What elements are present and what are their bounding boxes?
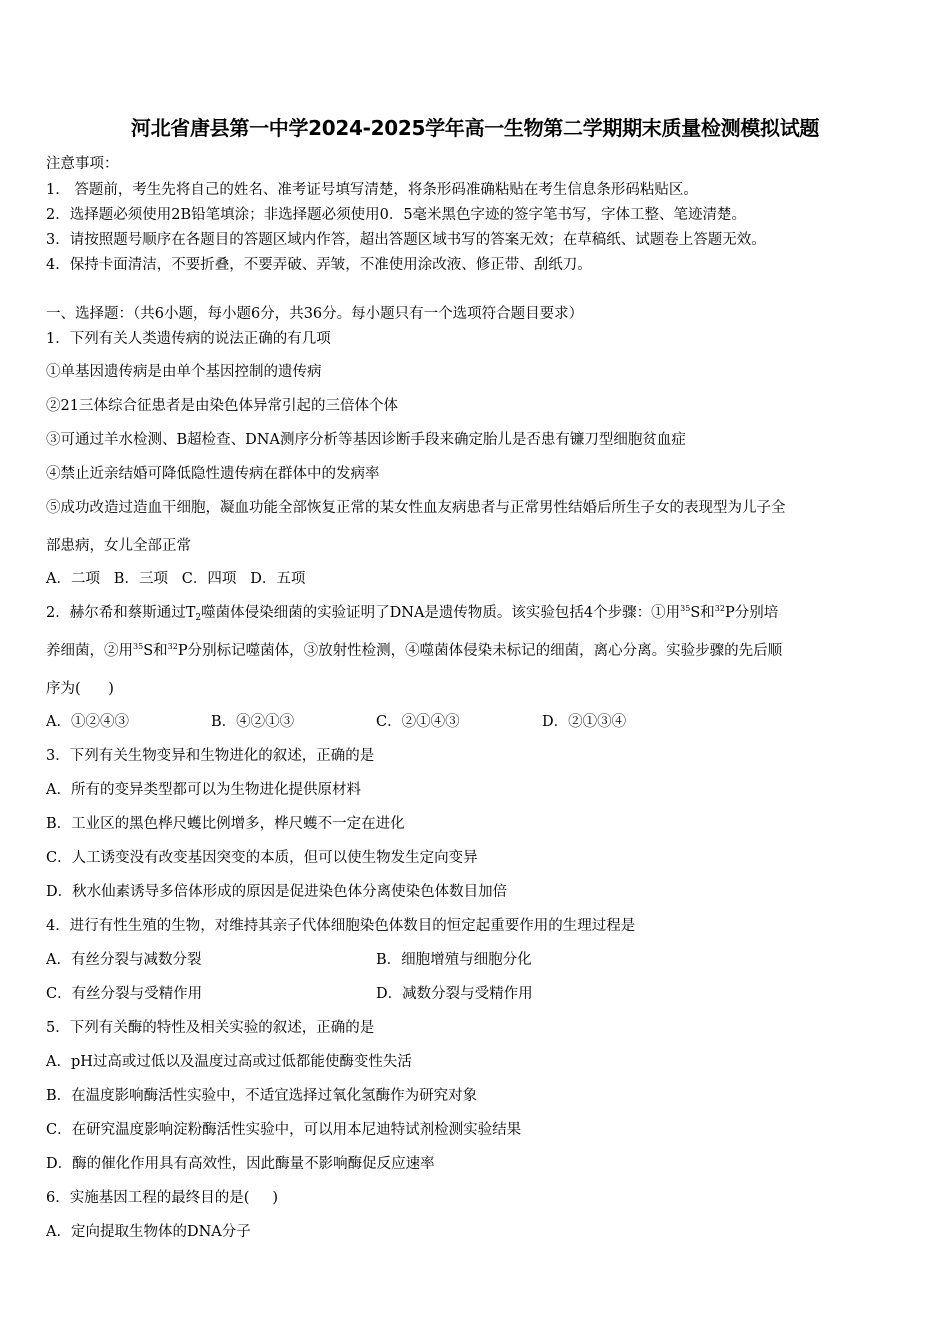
question-2-option-b: B．④②①③ [211, 714, 295, 730]
question-4-option-a: A．有丝分裂与减数分裂 [46, 952, 202, 968]
q2-text-part: 2．赫尔希和蔡斯通过T [46, 605, 196, 621]
question-2-option-d: D．②①③④ [542, 714, 627, 730]
question-6-option-a: A．定向提取生物体的DNA分子 [46, 1224, 251, 1240]
question-3-stem: 3．下列有关生物变异和生物进化的叙述，正确的是 [46, 748, 375, 764]
notice-item-3: 3．请按照题号顺序在各题目的答题区域内作答，超出答题区域书写的答案无效；在草稿纸、试题卷上答题无效。 [46, 232, 766, 248]
question-5-option-b: B．在温度影响酶活性实验中，不适宜选择过氧化氢酶作为研究对象 [46, 1088, 478, 1104]
question-1-statement-4: ④禁止近亲结婚可降低隐性遗传病在群体中的发病率 [46, 466, 380, 482]
question-3-option-c: C．人工诱变没有改变基因突变的本质，但可以使生物发生定向变异 [46, 850, 478, 866]
question-1-statement-1: ①单基因遗传病是由单个基因控制的遗传病 [46, 364, 322, 380]
q2-text-part: S和 [143, 643, 168, 659]
notice-item-2: 2．选择题必须使用2B铅笔填涂；非选择题必须使用0．5毫米黑色字迹的签字笔书写，字体工整、笔迹清楚。 [46, 207, 747, 223]
question-4-stem: 4．进行有性生殖的生物，对维持其亲子代体细胞染色体数目的恒定起重要作用的生理过程是 [46, 918, 636, 934]
notice-heading: 注意事项： [46, 156, 119, 172]
question-1-stem: 1．下列有关人类遗传病的说法正确的有几项 [46, 331, 331, 347]
question-2-option-a: A．①②④③ [46, 714, 129, 730]
question-1-statement-5: ⑤成功改造过造血干细胞，凝血功能全部恢复正常的某女性血友病患者与正常男性结婚后所生子女的表现型为儿子全 [46, 500, 786, 516]
q2-superscript: 32 [714, 604, 725, 613]
q2-text-part: P分别培 [724, 605, 779, 621]
q2-superscript: 35 [680, 604, 691, 613]
q2-superscript: 35 [133, 642, 144, 651]
question-2-option-c: C．②①④③ [376, 714, 460, 730]
question-6-stem: 6．实施基因工程的最终目的是( ) [46, 1190, 279, 1206]
question-1-statement-5-cont: 部患病，女儿全部正常 [46, 538, 191, 554]
notice-item-1: 1． 答题前，考生先将自己的姓名、准考证号填写清楚，将条形码准确粘贴在考生信息条形码粘贴区。 [46, 182, 698, 198]
question-4-option-d: D．减数分裂与受精作用 [376, 986, 533, 1002]
q2-text-part: P分别标记噬菌体，③放射性检测，④噬菌体侵染未标记的细菌，离心分离。实验步骤的先后顺 [177, 643, 783, 659]
q2-text-part: 噬菌体侵染细菌的实验证明了DNA是遗传物质。该实验包括4个步骤：①用 [201, 605, 681, 621]
question-5-option-d: D．酶的催化作用具有高效性，因此酶量不影响酶促反应速率 [46, 1156, 435, 1172]
question-1-options: A．二项 B．三项 C．四项 D．五项 [46, 571, 306, 587]
question-3-option-d: D．秋水仙素诱导多倍体形成的原因是促进染色体分离使染色体数目加倍 [46, 884, 508, 900]
q2-text-part: 养细菌，②用 [46, 643, 133, 659]
page-title: 河北省唐县第一中学2024-2025学年高一生物第二学期期末质量检测模拟试题 [130, 116, 820, 140]
question-2-stem-line-1 [46, 601, 778, 622]
q2-subscript: 2 [195, 613, 202, 623]
question-3-option-a: A．所有的变异类型都可以为生物进化提供原材料 [46, 782, 361, 798]
question-5-stem: 5．下列有关酶的特性及相关实验的叙述，正确的是 [46, 1020, 375, 1036]
q2-superscript: 32 [167, 642, 178, 651]
question-2-stem-line-3: 序为( ) [46, 681, 114, 697]
question-1-statement-2: ②21三体综合征患者是由染色体异常引起的三倍体个体 [46, 398, 398, 414]
notice-item-4: 4．保持卡面清洁，不要折叠，不要弄破、弄皱，不准使用涂改液、修正带、刮纸刀。 [46, 257, 592, 273]
question-5-option-c: C．在研究温度影响淀粉酶活性实验中，可以用本尼迪特试剂检测实验结果 [46, 1122, 522, 1138]
question-5-option-a: A．pH过高或过低以及温度过高或过低都能使酶变性失活 [46, 1054, 412, 1070]
question-4-option-b: B．细胞增殖与细胞分化 [376, 952, 532, 968]
question-2-stem-line-2 [46, 639, 782, 660]
question-4-option-c: C．有丝分裂与受精作用 [46, 986, 203, 1002]
question-3-option-b: B．工业区的黑色桦尺蠖比例增多，桦尺蠖不一定在进化 [46, 816, 405, 832]
section-heading: 一、选择题：（共6小题，每小题6分，共36分。每小题只有一个选项符合题目要求） [46, 306, 584, 322]
q2-text-part: S和 [690, 605, 715, 621]
question-1-statement-3: ③可通过羊水检测、B超检查、DNA测序分析等基因诊断手段来确定胎儿是否患有镰刀型细胞贫血症 [46, 432, 686, 448]
